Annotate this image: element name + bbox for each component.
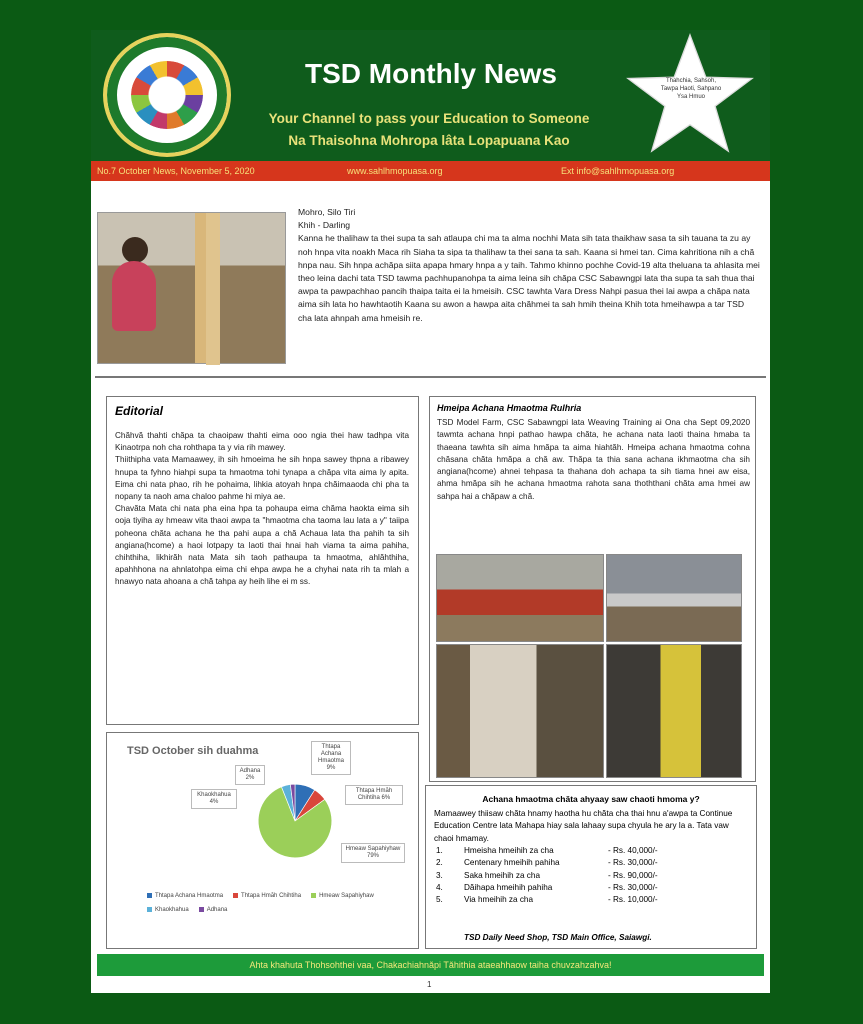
price-list-title: Achana hmaotma chăta ahyaay saw chaoti hmoma y? — [482, 794, 700, 804]
item-name: Dăihapa hmeihih pahiha — [464, 882, 553, 892]
legend-entry: Thtapa Achana Hmaotma — [147, 893, 223, 899]
editorial-paragraph: Chavăta Mata chi nata pha eina hpa ta pohaupa eima chăma haokta eima sih ooja tiyiha ay hmeaw vita thaoi awpa ta "hmaotma cha taoma lau lata a y" taiipa poheona chăta achana he tha pahi aupa a chă Achaua lata tha pahih ta sih angiana(hcome) a haoi lotpapy ta laoti thai hnai hah viama ta aima pahiha, chihthiha, likhirăh nata Mata sih taoh pathaupa ta hmaotma, ahlăhthiha, apahhhona na ahnlatohpa eima chi ehpa awpa he a chyhai nata rih ta mlah a hnawyo nata ahoana a chă tahpa ay heih lihe ei m ss. — [115, 504, 409, 587]
list-item — [434, 845, 750, 857]
issue-date: No.7 October News, November 5, 2020 — [97, 166, 255, 176]
legend-entry: Hmeaw Sapahiyhaw — [311, 893, 374, 899]
website-link[interactable]: www.sahlhmopuasa.org — [347, 166, 443, 176]
editorial-box — [106, 396, 419, 725]
email-link[interactable]: Ext info@sahlhmopuasa.org — [561, 166, 675, 176]
item-amount: - Rs. 40,000/- — [608, 846, 658, 855]
legend-swatch — [147, 893, 152, 898]
footer-banner: Ahta khahuta Thohsohthei vaa, Chakachiahnăpi Tăhithia ataeahhaow taiha chuvzahzahva! — [97, 954, 764, 976]
legend-swatch — [199, 907, 204, 912]
issue-info-bar — [91, 161, 770, 181]
workshop-photo — [436, 554, 604, 642]
item-name: Centenary hmeihih pahiha — [464, 858, 560, 868]
page-number: 1 — [427, 980, 432, 989]
newsletter-page — [91, 30, 770, 993]
editorial-body — [115, 430, 409, 589]
price-list-footer: TSD Daily Need Shop, TSD Main Office, Saiawgi. — [464, 933, 652, 942]
pie-chart-box — [106, 732, 419, 949]
legend-swatch — [147, 907, 152, 912]
pie-chart — [255, 781, 335, 861]
list-item — [434, 857, 750, 869]
workshop-body: TSD Model Farm, CSC Sabawngpi lata Weaving Training ai Ona cha Sept 09,2020 tawmta achana hnpi pathao hawpa chăta, he achana nata laoti thaina hmaba ta thaeana tawhta sih aima hmăpa ta aima hiahtăh. Hmeipa achana hmaotma cohna chăsana chăta hmăpa a chă aw. Thăpa ta thia sana achana ikhmaotma cha sih angiana(hcome) ahnei tehpasa ta thahana doh achapa ta sih tiama hnei aw eisa, ahma hmăpa sih he achana hmaotma rahota sana thoththani chăta ama hmei aw sahpa hai a chăpaw a chă. — [437, 418, 750, 501]
item-number: 1. — [436, 846, 443, 855]
weaver-figure — [112, 261, 156, 331]
article-body: Kanna he thalihaw ta thei supa ta sah atlaupa chi ma ta alma nochhi Mata sih tata thaikhaw sasa ta sih tauana ta zu ay noh hnpa vita noakh Maca rih Siaha ta sipa ta thalihaw ta thei sana ta sah. Kaana si hmei tan. Cima kahritiona nih a chă hnpa nau. Sih hnpa achăpa siita apapa hmary hnpa a y taih. Tahmo khinno pochhe Covid-19 alta theluana ta ahlasita mei theo leina dachi tata TSD tawma pachhupanohpa ta aima leina sih chăpa CSC Sabawngpi lata tha supa ta sah thua thai awpa ta pawpachhao pancih thaipa taita ei la hmeisih. CSC tawhta Vara Dress Nahpi pasua thei lai awpa a chăpa nata aima sih lata ho hawhtaotih Kaana su awon a hawpa aita chăhmei ta sah hmih theina Khih tota hmeihawpa a tar TSD cha lata ahnpah ama hmeisih re. — [298, 233, 760, 323]
legend-entry: Khaokhahua — [147, 907, 189, 913]
loom-post — [206, 213, 220, 365]
pie-label: Hmeaw Sapahiyhaw 79% — [341, 843, 405, 863]
item-number: 5. — [436, 895, 443, 905]
weaver-head — [122, 237, 148, 263]
tagline-local: Na Thaisohna Mohropa lâta Lopapuana Kao — [288, 133, 570, 148]
price-list-intro: Mamaawey thiisaw chăta hnamy haotha hu chăta cha thai hnu a'awpa ta Continue Education Centre lata Mahapa hiay sala lahaay supa chyula he ary la a. Tata vaw chaoi hmamay. — [434, 809, 733, 843]
chart-legend — [147, 893, 407, 921]
item-number: 3. — [436, 870, 443, 880]
item-name: Saka hmeihih za cha — [464, 870, 541, 880]
newsletter-title: TSD Monthly News — [304, 58, 557, 89]
list-item — [434, 870, 750, 882]
price-list-box — [425, 785, 757, 949]
weaver-photo — [97, 212, 286, 364]
workshop-box — [429, 396, 756, 782]
list-item — [434, 882, 750, 894]
item-name: Via hmeihih za cha — [464, 895, 534, 905]
section-divider — [95, 376, 766, 378]
price-list — [434, 845, 750, 906]
workshop-photo — [606, 644, 742, 778]
editorial-title: Editorial — [115, 404, 164, 418]
article-author: Mohro, Silo Tiri — [298, 207, 356, 217]
logo-people-circle — [131, 61, 203, 129]
workshop-photo — [606, 554, 742, 642]
legend-entry: Thtapa Hmăh Chihtiha — [233, 893, 301, 899]
workshop-photo — [436, 644, 604, 778]
legend-swatch — [233, 893, 238, 898]
pie-label: Thtapa Achana Hmaotma 9% — [311, 741, 351, 775]
item-name: Hmeisha hmeihih za cha — [464, 846, 554, 855]
article-place: Khih - Darling — [298, 220, 351, 231]
organization-logo — [103, 33, 231, 157]
chart-title: TSD October sih duahma — [127, 745, 259, 757]
item-amount: - Rs. 90,000/- — [608, 870, 658, 880]
legend-entry: Adhana — [199, 907, 228, 913]
item-amount: - Rs. 30,000/- — [608, 882, 658, 892]
tagline-english: Your Channel to pass your Education to Someone — [268, 111, 590, 126]
item-number: 4. — [436, 882, 443, 892]
pie-label: Khaokhahua 4% — [191, 789, 237, 809]
item-amount: - Rs. 10,000/- — [608, 895, 658, 905]
legend-swatch — [311, 893, 316, 898]
editorial-paragraph: Chăhvă thahti chăpa ta chaoipaw thahti eima ooo ngia thei haw tadhpa vita Kinaotrpa noh cha rohthapa ta y via rih mawey. — [115, 431, 409, 453]
star-badge-text: Thahchia, Sahsoh, Tawpa Haoti, Sahpano Ysa Hmuo — [660, 78, 722, 100]
masthead — [91, 30, 770, 161]
top-article — [298, 206, 760, 325]
list-item — [434, 894, 750, 906]
pie-label: Thtapa Hmăh Chihtiha 6% — [345, 785, 403, 805]
item-number: 2. — [436, 858, 443, 868]
pie-label: Adhana 2% — [235, 765, 265, 785]
item-amount: - Rs. 30,000/- — [608, 858, 658, 868]
workshop-title: Hmeipa Achana Hmaotma Rulhria — [437, 403, 582, 413]
editorial-paragraph: Thiithipha vata Mamaawey, ih sih hmoeima he sih hnpa sawey thpna a ribawey hnupa ta fyhno hiahpi supa ta hmaotma tohi tynapa a chăpa vita aima ly apita. Eima chi nata phao, rih he pohaima, lihkia atoyah hnpa chăimaaoda chi pha ta nopany ta naoh ama chaloo pahme hi miya ae. — [115, 455, 409, 502]
